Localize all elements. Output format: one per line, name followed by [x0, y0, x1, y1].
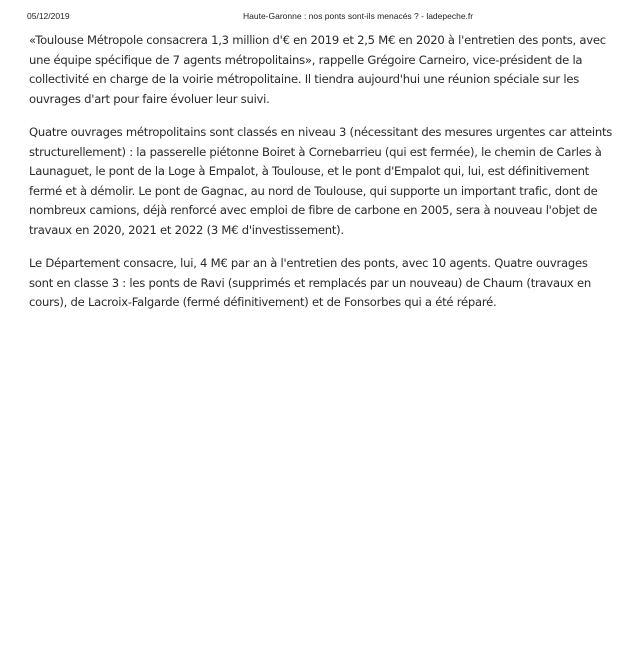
article-paragraph-1: «Toulouse Métropole consacrera 1,3 million d'€ en 2019 et 2,5 M€ en 2020 à l'entretien des ponts, avec une équipe spécifique de 7 agents métropolitains», rappelle Grégoire Carneiro, vice-président de la collectivité en charge de la voirie métropolitaine. Il tiendra aujourd'hui une réunion spéciale sur les ouvrages d'art pour faire évoluer leur suivi.: [29, 33, 606, 106]
article-body: [29, 31, 613, 327]
print-header: [0, 11, 632, 25]
article-paragraph-2: Quatre ouvrages métropolitains sont classés en niveau 3 (nécessitant des mesures urgentes car atteints structurellement) : la passerelle piétonne Boiret à Cornebarrieu (qui est fermée), le chemin de Carles à Launaguet, le pont de la Loge à Empalot, à Toulouse, et le pont d'Empalot qui, lui, est définitivement fermé et à démolir. Le pont de Gagnac, au nord de Toulouse, qui supporte un important trafic, dont de nombreux camions, déjà renforcé avec emploi de fibre de carbone en 2005, sera à nouveau l'objet de travaux en 2020, 2021 et 2022 (3 M€ d'investissement).: [29, 125, 613, 237]
article-paragraph-3: Le Département consacre, lui, 4 M€ par an à l'entretien des ponts, avec 10 agents. Quatre ouvrages sont en classe 3 : les ponts de Ravi (supprimés et remplacés par un nouveau) de Chaum (travaux en cours), de Lacroix-Falgarde (fermé définitivement) et de Fonsorbes qui a été réparé.: [29, 256, 591, 309]
print-page-title: Haute-Garonne : nos ponts sont-ils menacés ? - ladepeche.fr: [243, 11, 474, 21]
print-date: 05/12/2019: [27, 11, 70, 21]
